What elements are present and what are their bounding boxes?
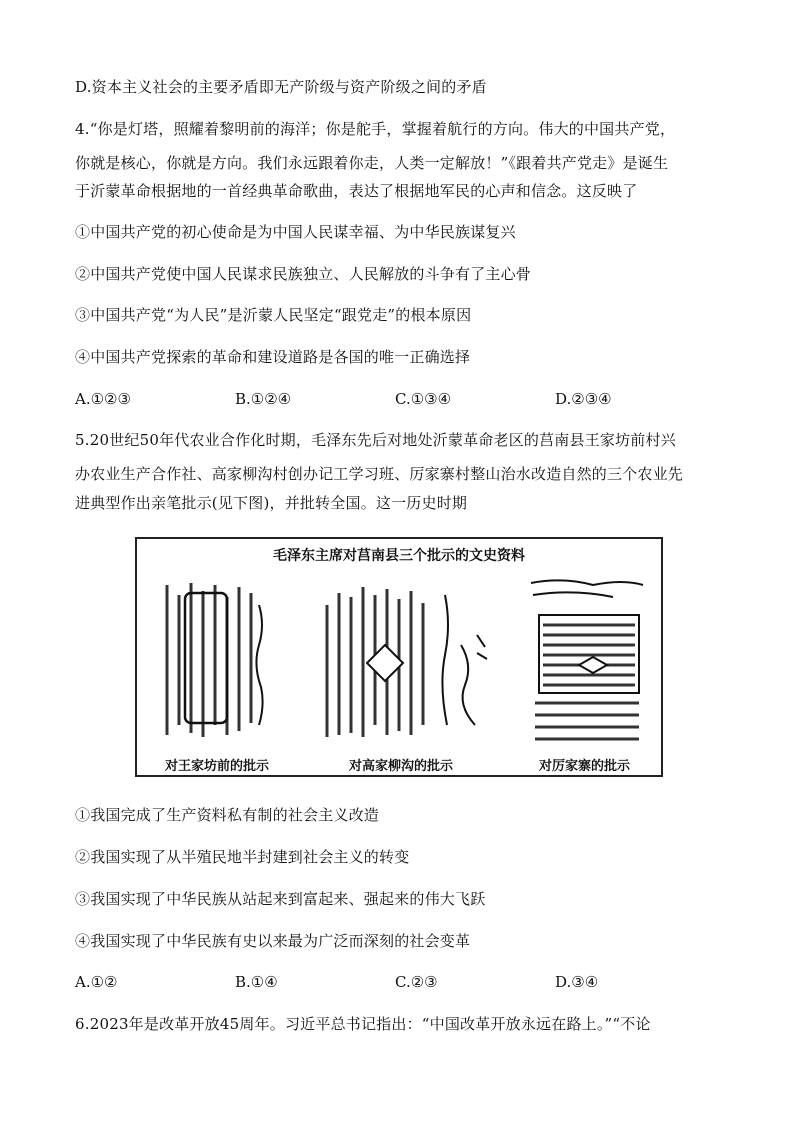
- q5-option-c: C.②③: [395, 973, 438, 991]
- q5-statement-1: ①我国完成了生产资料私有制的社会主义改造: [75, 806, 380, 824]
- gaojialiugou-document-scan: [317, 575, 492, 747]
- q5-stem-line-1: 5.20世纪50年代农业合作化时期，毛泽东先后对地处沂蒙革命老区的莒南县王家坊前村兴: [75, 431, 676, 449]
- q4-option-d: D.②③④: [555, 390, 612, 408]
- q5-stem-line-3: 进典型作出亲笔批示(见下图)，并批转全国。这一历史时期: [75, 494, 468, 512]
- q4-stem-line-1: 4.“你是灯塔，照耀着黎明前的海洋；你是舵手，掌握着航行的方向。伟大的中国共产党，: [75, 120, 676, 138]
- q5-statement-3: ③我国实现了中华民族从站起来到富起来、强起来的伟大飞跃: [75, 890, 486, 908]
- q6-stem-line-1: 6.2023年是改革开放45周年。习近平总书记指出：“中国改革开放永远在路上。”“不论: [75, 1015, 651, 1033]
- q4-statement-3: ③中国共产党“为人民”是沂蒙人民坚定“跟党走”的根本原因: [75, 306, 472, 324]
- lijiazhai-document-scan: [523, 575, 651, 747]
- q5-statement-2: ②我国实现了从半殖民地半封建到社会主义的转变: [75, 848, 410, 866]
- caption-lijiazhai: 对厉家寨的批示: [539, 759, 631, 774]
- q4-option-c: C.①③④: [395, 390, 452, 408]
- q5-option-b: B.①④: [235, 973, 278, 991]
- q4-statement-1: ①中国共产党的初心使命是为中国人民谋幸福、为中华民族谋复兴: [75, 223, 516, 241]
- q4-stem-line-2: 你就是核心，你就是方向。我们永远跟着你走，人类一定解放！”《跟着共产党走》是诞生: [75, 154, 669, 172]
- q5-option-a: A.①②: [75, 973, 118, 991]
- figure-title: 毛泽东主席对莒南县三个批示的文史资料: [273, 548, 525, 564]
- q4-statement-2: ②中国共产党使中国人民谋求民族独立、人民解放的斗争有了主心骨: [75, 265, 532, 283]
- q4-statement-4: ④中国共产党探索的革命和建设道路是各国的唯一正确选择: [75, 348, 471, 366]
- historical-documents-figure: [135, 537, 663, 777]
- q5-stem-line-2: 办农业生产合作社、高家柳沟村创办记工学习班、厉家寨村整山治水改造自然的三个农业先: [75, 465, 684, 483]
- caption-gaojialiugou: 对高家柳沟的批示: [349, 759, 454, 774]
- q4-stem-line-3: 于沂蒙革命根据地的一首经典革命歌曲，表达了根据地军民的心声和信念。这反映了: [75, 182, 638, 200]
- q5-options: [75, 972, 725, 992]
- q4-option-b: B.①②④: [235, 390, 292, 408]
- q3-option-d: D.资本主义社会的主要矛盾即无产阶级与资产阶级之间的矛盾: [75, 78, 487, 96]
- wangjiafang-document-scan: [155, 575, 275, 747]
- q4-option-a: A.①②③: [75, 390, 131, 408]
- q5-option-d: D.③④: [555, 973, 599, 991]
- q5-statement-4: ④我国实现了中华民族有史以来最为广泛而深刻的社会变革: [75, 932, 471, 950]
- caption-wangjiafang: 对王家坊前的批示: [165, 759, 270, 774]
- q4-options: [75, 389, 725, 409]
